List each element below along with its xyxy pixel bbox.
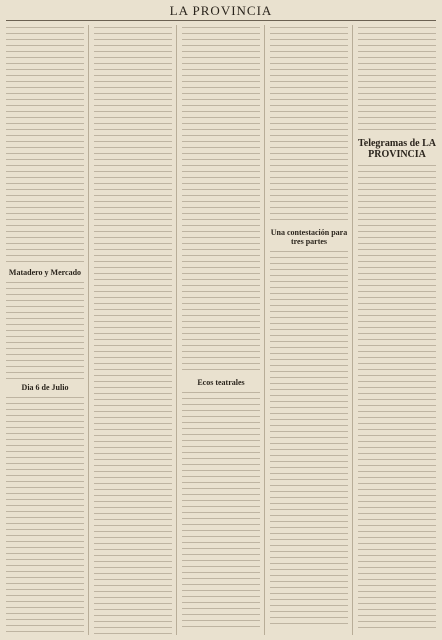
masthead-title: LA PROVINCIA xyxy=(6,4,436,21)
column-1 xyxy=(6,25,89,635)
column-text-block xyxy=(6,280,84,380)
section-heading: Matadero y Mercado xyxy=(8,268,82,277)
column-text-block xyxy=(94,25,172,635)
column-text-block xyxy=(358,25,436,135)
column-text-block xyxy=(182,390,260,630)
column-4 xyxy=(270,25,353,635)
columns xyxy=(6,25,436,635)
column-5 xyxy=(358,25,436,635)
section-heading: Ecos teatrales xyxy=(197,378,245,387)
section-heading: Telegramas de LA PROVINCIA xyxy=(358,138,436,160)
column-text-block xyxy=(270,25,348,225)
column-3 xyxy=(182,25,265,635)
column-2 xyxy=(94,25,177,635)
column-text-block xyxy=(6,25,84,265)
column-text-block xyxy=(6,395,84,635)
column-text-block xyxy=(182,25,260,375)
column-text-block xyxy=(270,249,348,629)
section-heading: Una contestación para tres partes xyxy=(270,228,348,246)
column-text-block xyxy=(358,163,436,633)
section-heading: Dia 6 de Julio xyxy=(21,383,69,392)
